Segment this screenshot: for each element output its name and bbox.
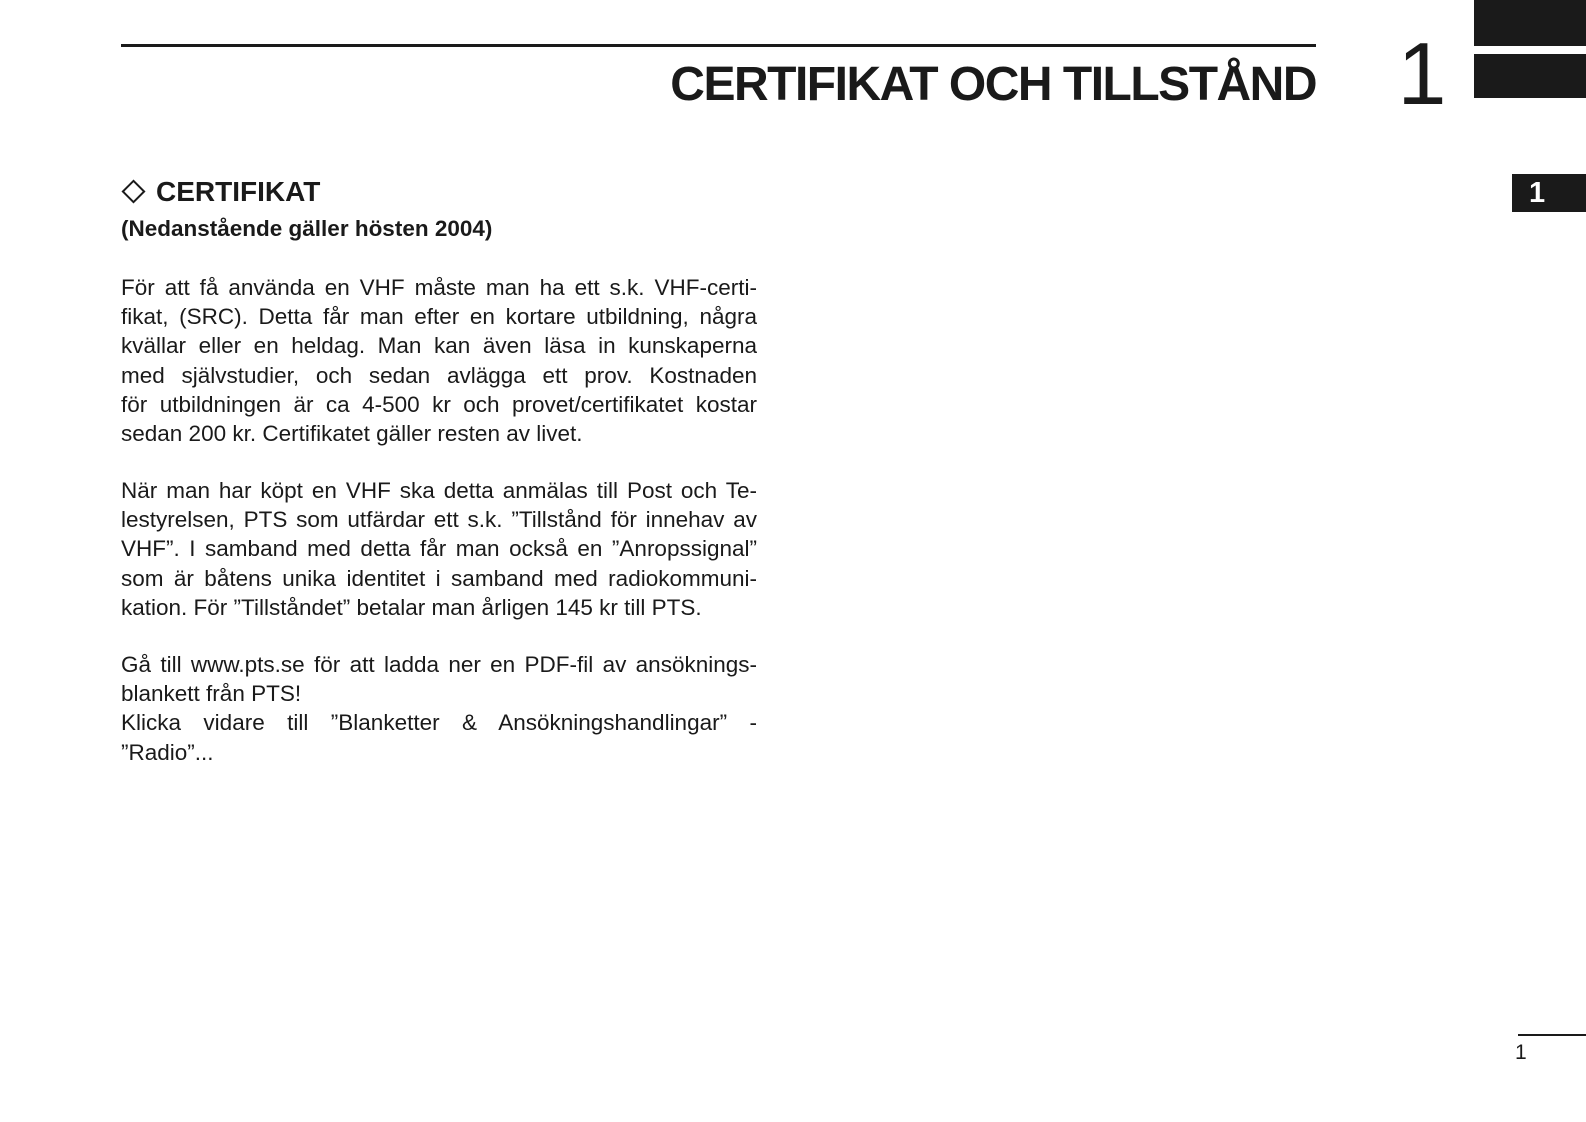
paragraph-line: för utbildningen är ca 4-500 kr och provet/certifikatet kostar [121, 391, 757, 417]
page-number: 1 [1515, 1041, 1527, 1064]
chapter-title: CERTIFIKAT OCH TILLSTÅND [670, 58, 1316, 111]
paragraph-line: VHF”. I samband med detta får man också en ”Anropssignal” [121, 536, 757, 562]
paragraph-pts-link [121, 650, 757, 767]
chapter-side-tab: 1 [1512, 174, 1586, 212]
paragraph-line: lestyrelsen, PTS som utfärdar ett s.k. ”Tillstånd för innehav av [121, 507, 757, 533]
corner-block-upper [1474, 0, 1586, 46]
corner-block-lower [1474, 54, 1586, 98]
footer-rule [1518, 1034, 1586, 1036]
paragraph-certificate [121, 273, 757, 448]
section-heading-text: CERTIFIKAT [156, 176, 321, 207]
section-heading [121, 174, 320, 210]
paragraph-line: blankett från PTS! [121, 681, 302, 707]
paragraph-line: kation. För ”Tillståndet” betalar man årligen 145 kr till PTS. [121, 594, 702, 620]
section-subheading: (Nedanstående gäller hösten 2004) [121, 216, 493, 241]
paragraph-line: Gå till www.pts.se för att ladda ner en PDF-fil av ansöknings- [121, 652, 757, 677]
paragraph-line: fikat, (SRC). Detta får man efter en kortare utbildning, några [121, 304, 757, 330]
paragraph-line: Klicka vidare till ”Blanketter & Ansökningshandlingar” - [121, 710, 757, 736]
header-rule [121, 44, 1316, 47]
chapter-number: 1 [1397, 24, 1447, 123]
paragraph-line: ”Radio”... [121, 739, 214, 765]
paragraph-line: För att få använda en VHF måste man ha ett s.k. VHF-certi- [121, 275, 757, 300]
diamond-outline-icon [121, 179, 145, 203]
paragraph-line: kvällar eller en heldag. Man kan även läsa in kunskaperna [121, 333, 757, 359]
paragraph-license [121, 476, 757, 622]
paragraph-line: som är båtens unika identitet i samband med radiokommuni- [121, 565, 757, 591]
paragraph-line: med självstudier, och sedan avlägga ett prov. Kostnaden [121, 362, 757, 388]
paragraph-line: sedan 200 kr. Certifikatet gäller resten av livet. [121, 420, 583, 446]
paragraph-line: När man har köpt en VHF ska detta anmälas till Post och Te- [121, 478, 757, 503]
